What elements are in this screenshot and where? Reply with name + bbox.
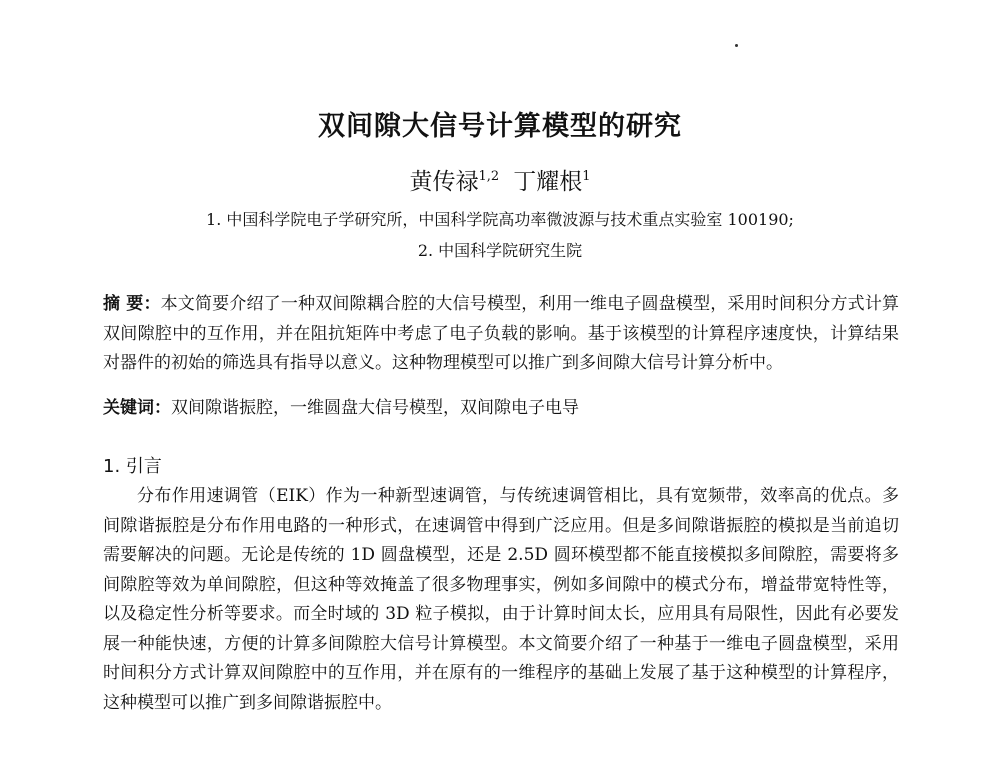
affiliation-2: 2. 中国科学院研究生院 [417, 241, 583, 260]
scan-speck [735, 44, 738, 47]
abstract [103, 290, 899, 379]
author-line [0, 163, 1000, 196]
abstract-label: 摘 要： [103, 294, 161, 314]
paper-title: 双间隙大信号计算模型的研究 [318, 111, 682, 142]
keywords [103, 394, 579, 424]
author-affiliation-mark: 1,2 [478, 169, 500, 184]
author-name: 黄传禄 [409, 169, 479, 195]
affiliation-1: 1. 中国科学院电子学研究所，中国科学院高功率微波源与技术重点实验室 100190; [206, 210, 794, 229]
author-name: 丁耀根 [513, 169, 583, 195]
keywords-label: 关键词： [103, 398, 171, 418]
keywords-text: 双间隙谐振腔，一维圆盘大信号模型，双间隙电子电导 [171, 398, 579, 418]
abstract-text: 本文简要介绍了一种双间隙耦合腔的大信号模型，利用一维电子圆盘模型，采用时间积分方式计算双间隙腔中的互作用，并在阻抗矩阵中考虑了电子负载的影响。基于该模型的计算程序速度快，计算结果对器件的初始的筛选具有指导以意义。这种物理模型可以推广到多间隙大信号计算分析中。 [103, 294, 899, 373]
section-heading: 1. 引言 [103, 456, 162, 477]
author-affiliation-mark: 1 [582, 169, 591, 184]
introduction-paragraph: 分布作用速调管（EIK）作为一种新型速调管，与传统速调管相比，具有宽频带，效率高的优点。多间隙谐振腔是分布作用电路的一种形式，在速调管中得到广泛应用。但是多间隙谐振腔的模拟是当前追切需要解决的问题。无论是传统的 1D 圆盘模型，还是 2.5D 圆环模型都不能直接模拟多间隙腔，需要将多间隙腔等效为单间隙腔，但这种等效掩盖了很多物理事实，例如多间隙中的模式分布，增益带宽特性等，以及稳定性分析等要求。而全时域的 3D 粒子模拟，由于计算时间太长，应用具有局限性，因此有必要发展一种能快速，方便的计算多间隙腔大信号计算模型。本文简要介绍了一种基于一维电子圆盘模型，采用时间积分方式计算双间隙腔中的互作用，并在原有的一维程序的基础上发展了基于这种模型的计算程序，这种模型可以推广到多间隙谐振腔中。 [103, 486, 899, 713]
